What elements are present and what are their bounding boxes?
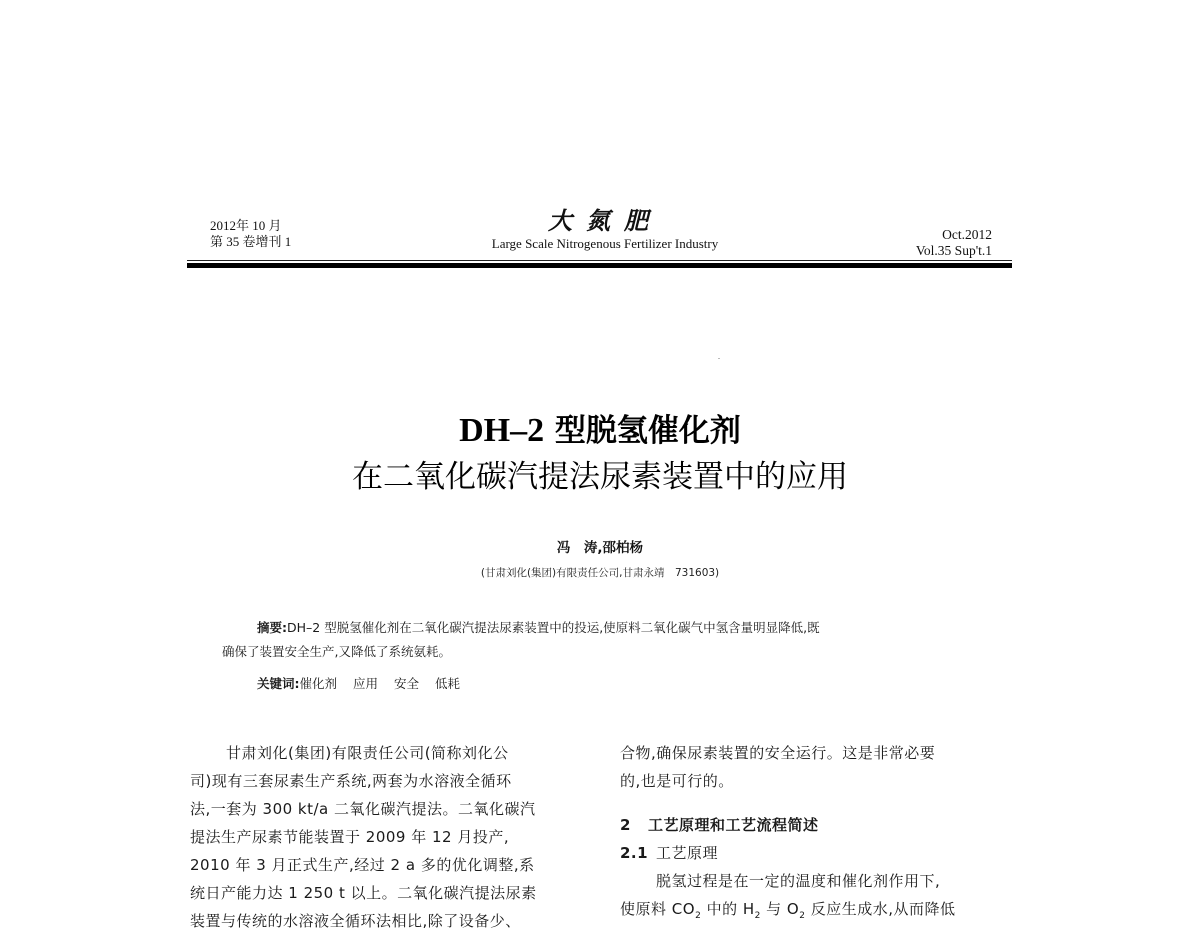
keyword: 应用	[353, 676, 379, 691]
title-line-2: 在二氧化碳汽提法尿素装置中的应用	[352, 459, 848, 495]
issue-date-cn: 2012年 10 月	[210, 218, 282, 233]
body-line: 提法生产尿素节能装置于 2009 年 12 月投产,	[190, 828, 510, 846]
section-heading	[620, 811, 1020, 839]
journal-logo: 大氮肥	[548, 206, 662, 235]
subsection-number: 2.1	[620, 844, 649, 862]
subsection-title: 工艺原理	[656, 844, 719, 862]
header-rule-thick	[187, 263, 1012, 268]
scan-speck	[718, 358, 720, 359]
title-line-1-cn: 型脱氢催化剂	[544, 413, 741, 449]
abstract	[222, 616, 972, 664]
body-line: 统日产能力达 1 250 t 以上。二氧化碳汽提法尿素	[190, 884, 537, 902]
header-center	[440, 208, 770, 252]
keyword: 低耗	[435, 676, 461, 691]
text-run: 使原料 CO	[620, 900, 696, 918]
body-line: 司)现有三套尿素生产系统,两套为水溶液全循环	[190, 772, 512, 790]
body-line: 合物,确保尿素装置的安全运行。这是非常必要	[620, 744, 936, 762]
abstract-label: 摘要:	[257, 620, 287, 635]
section-title: 工艺原理和工艺流程简述	[648, 816, 819, 834]
body-line: 装置与传统的水溶液全循环法相比,除了设备少、	[190, 912, 521, 930]
body-line: 2010 年 3 月正式生产,经过 2 a 多的优化调整,系	[190, 856, 535, 874]
body-left-column	[190, 739, 595, 935]
subscript: 2	[695, 911, 702, 921]
header-right	[880, 227, 992, 259]
subscript: 2	[799, 911, 806, 921]
body-line	[620, 895, 1020, 923]
text-run: 中的 H	[701, 900, 755, 918]
body-line: 甘肃刘化(集团)有限责任公司(简称刘化公	[226, 744, 509, 762]
subsection-heading	[620, 839, 1020, 867]
journal-name: Large Scale Nitrogenous Fertilizer Industry	[491, 236, 719, 251]
abstract-line-1	[222, 616, 972, 640]
keyword: 催化剂	[299, 676, 338, 691]
authors: 冯 涛,邵柏杨	[556, 540, 644, 556]
body-right-column	[620, 739, 1020, 923]
header-rule-thin	[187, 260, 1012, 261]
abstract-line-2: 确保了装置安全生产,又降低了系统氨耗。	[222, 644, 451, 659]
body-line: 的,也是可行的。	[620, 772, 734, 790]
title-line-1	[200, 408, 1000, 454]
keywords-label: 关键词:	[257, 676, 300, 691]
article-title	[200, 408, 1000, 500]
affiliation: (甘肃刘化(集团)有限责任公司,甘肃永靖 731603)	[480, 567, 720, 579]
issue-date-en: Oct.2012	[942, 227, 992, 242]
abstract-text-1: DH–2 型脱氢催化剂在二氧化碳汽提法尿素装置中的投运,使原料二氧化碳气中氢含量明显降低,既	[287, 620, 820, 635]
subscript: 2	[754, 911, 761, 921]
section-number: 2	[620, 816, 631, 834]
header-left	[210, 218, 291, 250]
keywords	[257, 674, 857, 694]
text-run: 与 O	[760, 900, 800, 918]
body-line: 脱氢过程是在一定的温度和催化剂作用下,	[656, 872, 941, 890]
body-line: 法,一套为 300 kt/a 二氧化碳汽提法。二氧化碳汽	[190, 800, 536, 818]
text-run: 反应生成水,从而降低	[805, 900, 956, 918]
issue-volume-cn: 第 35 卷增刊 1	[210, 234, 292, 249]
issue-volume-en: Vol.35 Sup't.1	[915, 243, 992, 258]
keyword: 安全	[394, 676, 420, 691]
title-model: DH–2	[459, 412, 545, 449]
